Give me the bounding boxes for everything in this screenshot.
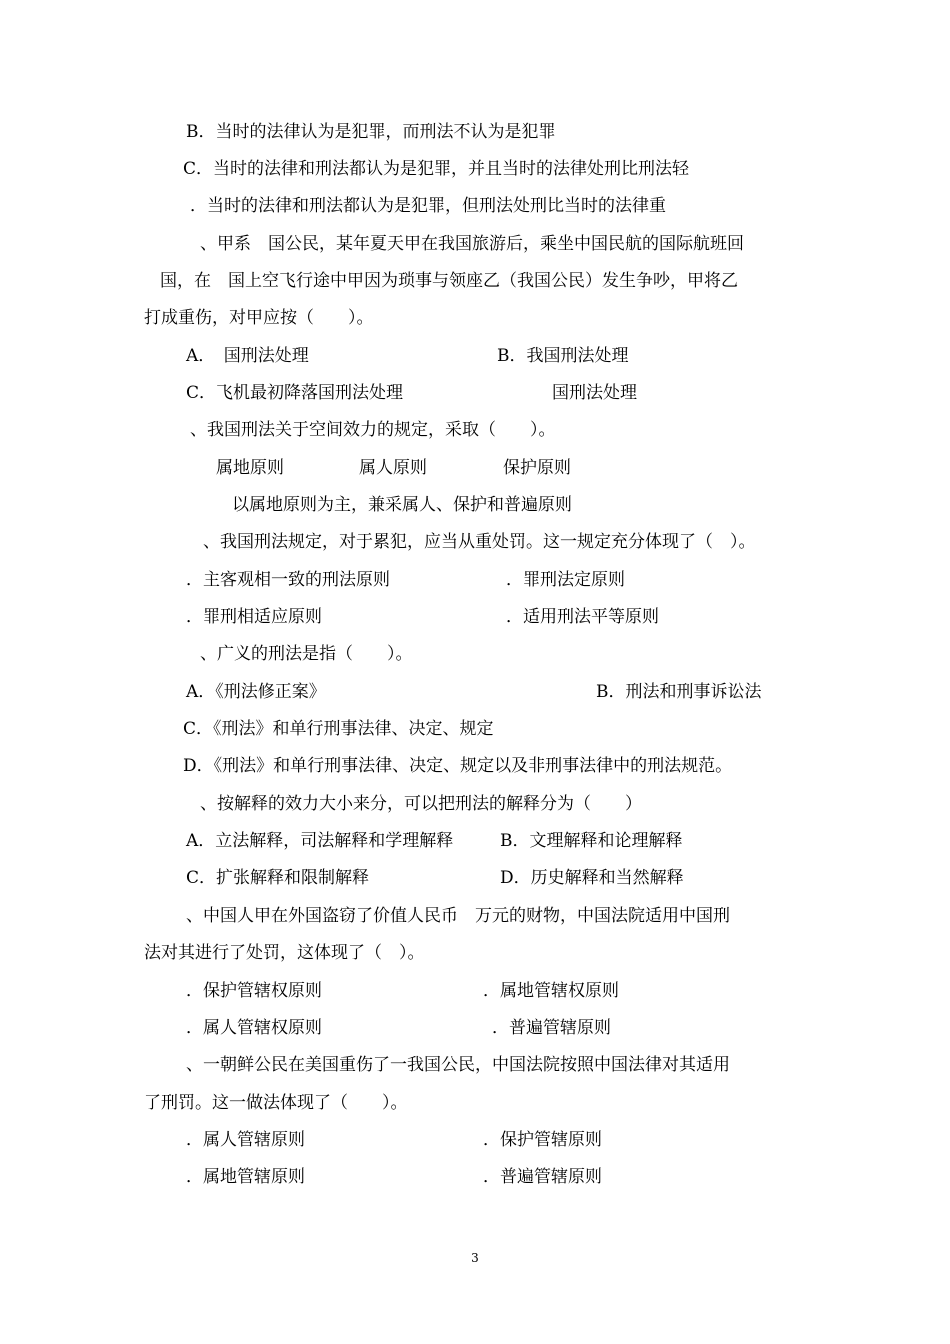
option-a: ．主客观相一致的刑法原则 (186, 570, 390, 590)
option-a: A．《刑法修正案》 (186, 682, 326, 702)
option-d: 以属地原则为主，兼采属人、保护和普遍原则 (232, 495, 572, 515)
question-text: 打成重伤，对甲应按（ ）。 (144, 308, 374, 328)
question-text: 、广义的刑法是指（ ）。 (200, 644, 413, 664)
option-b: B．我国刑法处理 (497, 346, 629, 366)
option-c: C．《刑法》和单行刑事法律、决定、规定 (183, 719, 494, 739)
question-text: 、中国人甲在外国盗窃了价值人民币 万元的财物，中国法院适用中国刑 (186, 906, 730, 926)
option-b: 属人原则 (359, 458, 427, 478)
option-c: ．罪刑相适应原则 (186, 607, 322, 627)
option-a: A． 国刑法处理 (186, 346, 309, 366)
question-text: 、我国刑法规定，对于累犯，应当从重处罚。这一规定充分体现了（ ）。 (203, 532, 756, 552)
option-c: 保护原则 (503, 458, 571, 478)
option-d: D．历史解释和当然解释 (500, 868, 684, 888)
question-text: 、按解释的效力大小来分，可以把刑法的解释分为（ ） (200, 794, 642, 814)
option-b: B．文理解释和论理解释 (500, 831, 683, 851)
option-b-line: B．当时的法律认为是犯罪，而刑法不认为是犯罪 (186, 122, 556, 142)
question-text: 、我国刑法关于空间效力的规定，采取（ ）。 (190, 420, 556, 440)
question-text: 了刑罚。这一做法体现了（ ）。 (144, 1093, 408, 1113)
option-d: ．普遍管辖原则 (483, 1167, 602, 1187)
option-a: ．保护管辖权原则 (186, 981, 322, 1001)
option-d: D．《刑法》和单行刑事法律、决定、规定以及非刑事法律中的刑法规范。 (183, 756, 733, 776)
question-text: 法对其进行了处罚，这体现了（ ）。 (144, 943, 425, 963)
option-c: ．属人管辖权原则 (186, 1018, 322, 1038)
option-d: 国刑法处理 (552, 383, 637, 403)
option-a: ．属人管辖原则 (186, 1130, 305, 1150)
question-text: 、一朝鲜公民在美国重伤了一我国公民，中国法院按照中国法律对其适用 (186, 1055, 730, 1075)
page-number: 3 (471, 1251, 479, 1265)
option-c: C．飞机最初降落国刑法处理 (186, 383, 404, 403)
option-b: ．罪刑法定原则 (506, 570, 625, 590)
option-a: A．立法解释，司法解释和学理解释 (186, 831, 454, 851)
option-c-line: C．当时的法律和刑法都认为是犯罪，并且当时的法律处刑比刑法轻 (183, 159, 690, 179)
option-b: ．属地管辖权原则 (483, 981, 619, 1001)
option-d-line: ．当时的法律和刑法都认为是犯罪，但刑法处刑比当时的法律重 (190, 196, 666, 216)
question-text: 、甲系 国公民，某年夏天甲在我国旅游后，乘坐中国民航的国际航班回 (200, 234, 744, 254)
option-d: ．适用刑法平等原则 (506, 607, 659, 627)
option-c: ．属地管辖原则 (186, 1167, 305, 1187)
option-b: ．保护管辖原则 (483, 1130, 602, 1150)
option-a: 属地原则 (216, 458, 284, 478)
option-d: ．普遍管辖原则 (492, 1018, 611, 1038)
question-text: 国，在 国上空飞行途中甲因为琐事与领座乙（我国公民）发生争吵，甲将乙 (160, 271, 738, 291)
option-b: B．刑法和刑事诉讼法 (596, 682, 762, 702)
option-c: C．扩张解释和限制解释 (186, 868, 370, 888)
